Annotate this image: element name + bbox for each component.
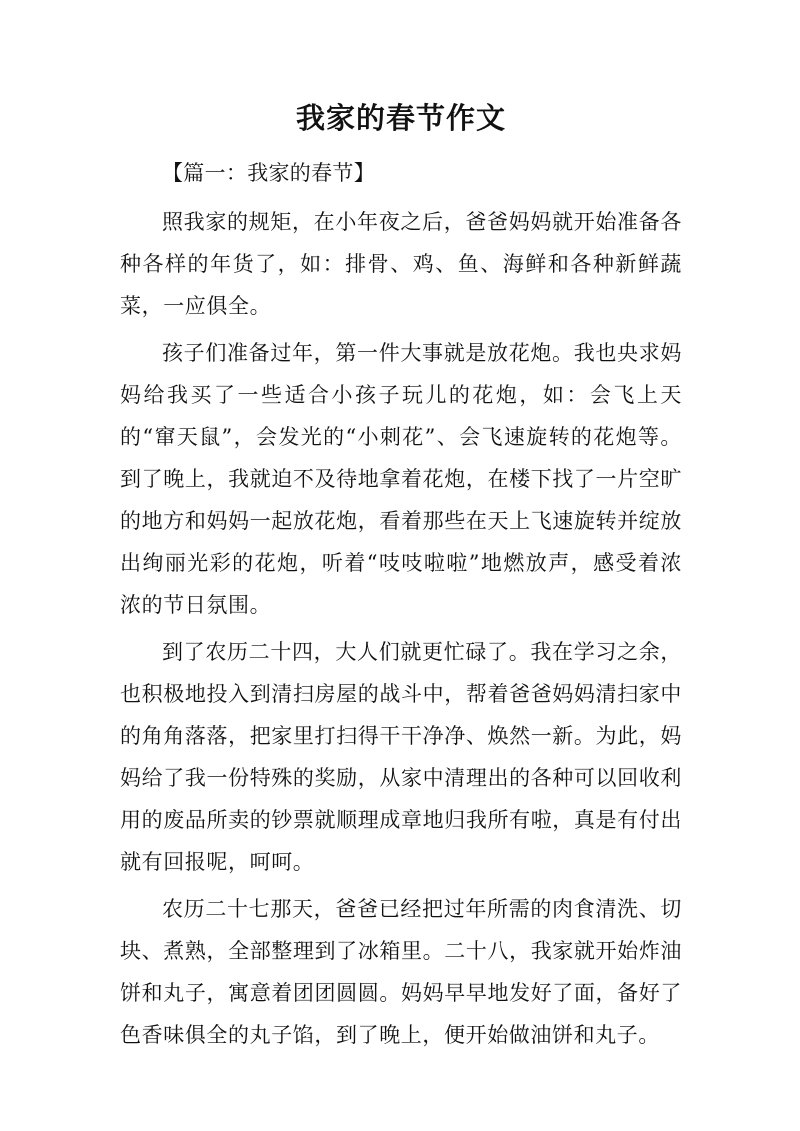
- paragraph-3: 到了农历二十四，大人们就更忙碌了。我在学习之余，也积极地投入到清扫房屋的战斗中，帮着爸爸妈妈清扫家中的角角落落，把家里打扫得干干净净、焕然一新。为此，妈妈给了我一份特殊的奖励，从家中清理出的各种可以回收利用的废品所卖的钞票就顺理成章地归我所有啦，真是有付出就有回报呢，呵呵。: [120, 640, 682, 874]
- paragraph-4: 农历二十七那天，爸爸已经把过年所需的肉食清洗、切块、煮熟，全部整理到了冰箱里。二十八，我家就开始炸油饼和丸子，寓意着团团圆圆。妈妈早早地发好了面，备好了色香味俱全的丸子馅，到了晚上，便开始做油饼和丸子。: [120, 897, 682, 1047]
- paragraph-2: 孩子们准备过年，第一件大事就是放花炮。我也央求妈妈给我买了一些适合小孩子玩儿的花炮，如：会飞上天的“窜天鼠”，会发光的“小刺花”、会飞速旋转的花炮等。到了晚上，我就迫不及待地拿着花炮，在楼下找了一片空旷的地方和妈妈一起放花炮，看着那些在天上飞速旋转并绽放出绚丽光彩的花炮，听着“吱吱啦啦”地燃放声，感受着浓浓的节日氛围。: [120, 341, 682, 617]
- document-title: 我家的春节作文: [295, 101, 506, 135]
- paragraph-1: 照我家的规矩，在小年夜之后，爸爸妈妈就开始准备各种各样的年货了，如：排骨、鸡、鱼、海鲜和各种新鲜蔬菜，一应俱全。: [120, 210, 682, 318]
- section-heading: 【篇一：我家的春节】: [162, 161, 375, 185]
